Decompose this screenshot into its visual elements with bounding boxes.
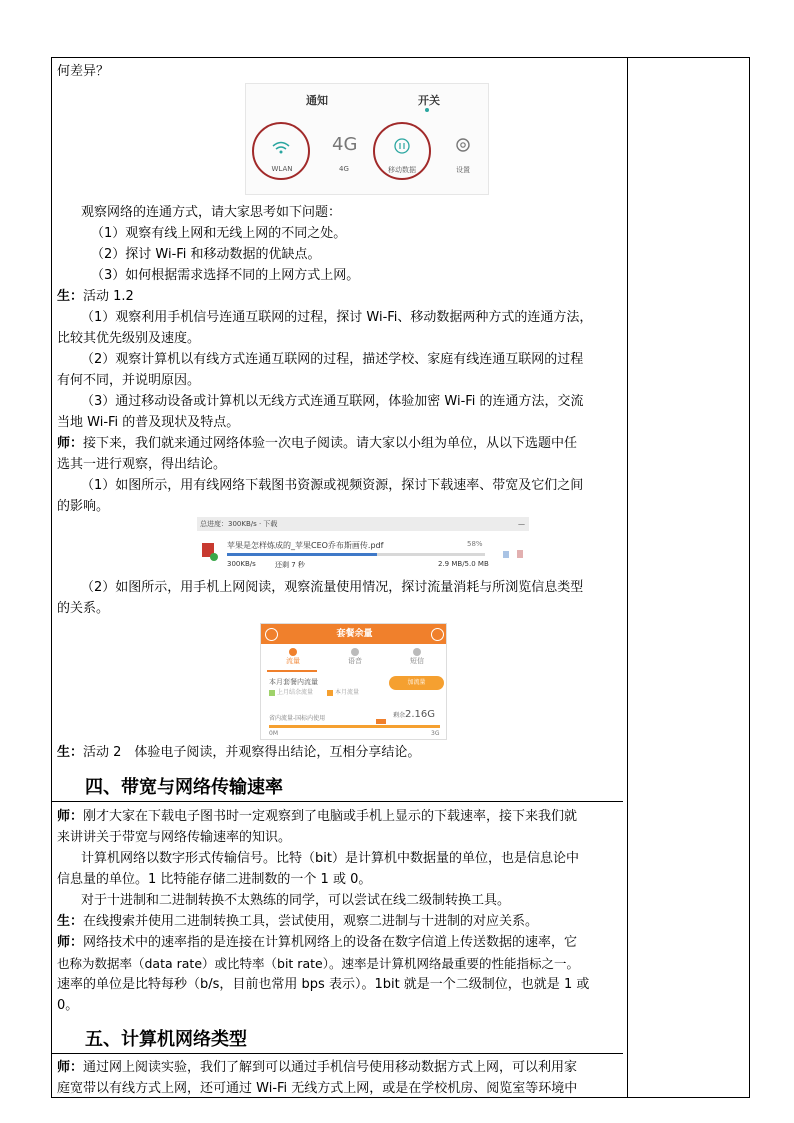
tab-sms-label: 短信 bbox=[410, 657, 424, 665]
add-traffic-button: 加流量 bbox=[389, 676, 444, 690]
4g-icon: 4G bbox=[332, 134, 358, 155]
total-progress-text: 总进度：300KB/s · 下载 bbox=[200, 520, 278, 528]
text-span: 在线搜索并使用二进制转换工具，尝试使用，观察二进制与十进制的对应关系。 bbox=[83, 914, 539, 929]
progress-fill bbox=[227, 553, 377, 556]
table-column-divider bbox=[627, 57, 628, 1098]
student-line bbox=[57, 287, 134, 307]
text-span: 活动 1.2 bbox=[83, 289, 134, 304]
close-icon: — bbox=[518, 520, 525, 528]
speaker-label: 师： bbox=[57, 1060, 84, 1075]
text-line: 何差异？ bbox=[57, 64, 110, 79]
month-package-label: 本月套餐内流量 bbox=[269, 678, 318, 686]
tab-voice bbox=[335, 648, 375, 666]
text-line: 也称为数据率（data rate）或比特率（bit rate）。速率是计算机网络最重要的性能指标之一。 bbox=[57, 956, 579, 971]
share-icon bbox=[431, 628, 444, 641]
active-tab-indicator bbox=[425, 108, 429, 112]
legend-swatch bbox=[269, 690, 275, 696]
tab-voice-label: 语音 bbox=[348, 657, 362, 665]
inner-traffic-label: 省内流量-国标内使用 bbox=[269, 715, 326, 722]
text-span: 活动 2 体验电子阅读，并观察得出结论，互相分享结论。 bbox=[83, 745, 421, 760]
legend-month-label: 本月流量 bbox=[335, 689, 360, 696]
mobile-traffic-figure bbox=[260, 623, 447, 740]
remaining-traffic bbox=[393, 709, 435, 720]
text-span: 网络技术中的速率指的是连接在计算机网络上的设备在数字信道上传送数据的速率，它 bbox=[83, 935, 578, 950]
speaker-label: 师： bbox=[57, 809, 84, 824]
active-tab-underline bbox=[267, 670, 317, 672]
time-remaining: 还剩 7 秒 bbox=[275, 561, 305, 569]
speaker-label: 生： bbox=[57, 745, 84, 760]
teacher-line bbox=[57, 933, 577, 953]
speaker-label: 生： bbox=[57, 289, 84, 304]
text-line: 对于十进制和二进制转换不太熟练的同学，可以尝试在线二级制转换工具。 bbox=[81, 893, 511, 908]
section-heading: 五、计算机网络类型 bbox=[85, 1029, 247, 1050]
tab-data bbox=[273, 648, 313, 666]
tab-sms bbox=[397, 648, 437, 666]
legend-month bbox=[327, 687, 359, 696]
text-line: （2）如图所示，用手机上网阅读，观察流量使用情况，探讨流量消耗与所浏览信息类型 bbox=[81, 580, 584, 595]
download-arrow-icon bbox=[210, 553, 218, 561]
traffic-usage-bar bbox=[269, 725, 440, 728]
text-line: 来讲讲关于带宽与网络传输速率的知识。 bbox=[57, 830, 292, 845]
speaker-label: 师： bbox=[57, 436, 84, 451]
text-span: 接下来，我们就来通过网络体验一次电子阅读。请大家以小组为单位，从以下选题中任 bbox=[83, 436, 578, 451]
microphone-icon bbox=[351, 648, 359, 656]
text-line: 速率的单位是比特每秒（b/s，目前也常用 bps 表示）。1bit 就是一个二级制位，也就是 1 或 bbox=[57, 977, 590, 992]
teacher-line bbox=[57, 1058, 577, 1078]
traffic-title: 套餐余量 bbox=[336, 629, 373, 639]
text-line: （3）通过移动设备或计算机以无线方式连通互联网，体验加密 Wi-Fi 的连通方法，交流 bbox=[81, 394, 584, 409]
text-line: 计算机网络以数字形式传输信号。比特（bit）是计算机中数据量的单位，也是信息论中 bbox=[81, 851, 579, 866]
text-line: 观察网络的连通方式，请大家思考如下问题： bbox=[81, 205, 342, 220]
download-speed: 300KB/s bbox=[227, 560, 256, 568]
text-line: 选其一进行观察，得出结论。 bbox=[57, 457, 227, 472]
text-span: 通过网上阅读实验，我们了解到可以通过手机信号使用移动数据方式上网，可以利用家 bbox=[83, 1060, 578, 1075]
text-line: 比较其优先级别及速度。 bbox=[57, 331, 201, 346]
pause-icon bbox=[503, 551, 509, 558]
settings-label: 设置 bbox=[456, 166, 470, 174]
teacher-line bbox=[57, 807, 577, 827]
text-line: 0。 bbox=[57, 998, 79, 1013]
text-line: （1）观察有线上网和无线上网的不同之处。 bbox=[91, 226, 347, 241]
table-row-divider bbox=[51, 1053, 623, 1054]
progress-bar bbox=[227, 553, 485, 556]
speaker-label: 生： bbox=[57, 914, 84, 929]
text-span: 刚才大家在下载电子图书时一定观察到了电脑或手机上显示的下载速率，接下来我们就 bbox=[83, 809, 578, 824]
text-line: （1）如图所示，用有线网络下载图书资源或视频资源，探讨下载速率、带宽及它们之间 bbox=[81, 478, 584, 493]
download-percent: 58% bbox=[467, 540, 483, 548]
text-line: 的影响。 bbox=[57, 499, 110, 514]
remaining-value: 2.16G bbox=[405, 709, 436, 720]
legend-swatch bbox=[327, 690, 333, 696]
cancel-icon bbox=[517, 550, 523, 558]
text-line: 当地 Wi-Fi 的普及现状及特点。 bbox=[57, 415, 240, 430]
text-line: 庭宽带以有线方式上网，还可通过 Wi-Fi 无线方式上网，或是在学校机房、阅览室等环境中 bbox=[57, 1081, 578, 1096]
section-heading: 四、带宽与网络传输速率 bbox=[85, 777, 283, 798]
remaining-label: 剩余 bbox=[393, 712, 406, 719]
scale-max: 3G bbox=[431, 730, 440, 737]
wifi-icon bbox=[289, 648, 297, 656]
usage-marker bbox=[376, 719, 386, 724]
student-line bbox=[57, 912, 538, 932]
scale-min: 0M bbox=[269, 730, 278, 737]
legend-used bbox=[269, 687, 313, 696]
text-line: 的关系。 bbox=[57, 601, 110, 616]
text-line: （1）观察利用手机信号连通互联网的过程，探讨 Wi-Fi、移动数据两种方式的连通方法， bbox=[81, 310, 593, 325]
phone-quick-settings-figure bbox=[245, 83, 489, 195]
4g-label: 4G bbox=[339, 165, 349, 173]
text-line: （2）观察计算机以有线方式连通互联网的过程，描述学校、家庭有线连通互联网的过程 bbox=[81, 352, 584, 367]
gear-icon bbox=[454, 136, 472, 154]
file-name: 苹果是怎样炼成的_苹果CEO乔布斯画传.pdf bbox=[227, 541, 384, 550]
traffic-header bbox=[261, 624, 447, 644]
tab-data-label: 流量 bbox=[286, 657, 300, 665]
traffic-tabs bbox=[261, 646, 447, 670]
text-line: （3）如何根据需求选择不同的上网方式上网。 bbox=[91, 268, 360, 283]
text-line: 信息量的单位。1 比特能存储二进制数的一个 1 或 0。 bbox=[57, 872, 372, 887]
legend-used-label: 上月结余流量 bbox=[277, 689, 314, 696]
text-line: （2）探讨 Wi-Fi 和移动数据的优缺点。 bbox=[91, 247, 321, 262]
download-size: 2.9 MB/5.0 MB bbox=[438, 560, 489, 568]
table-row-divider bbox=[51, 801, 623, 802]
text-line: 有何不同，并说明原因。 bbox=[57, 373, 201, 388]
speaker-label: 师： bbox=[57, 935, 84, 950]
teacher-line bbox=[57, 434, 577, 454]
student-line bbox=[57, 743, 420, 763]
wlan-label: WLAN bbox=[271, 165, 293, 173]
tab-switch: 开关 bbox=[418, 94, 440, 107]
tab-notify: 通知 bbox=[306, 94, 328, 107]
download-header bbox=[197, 517, 529, 531]
back-icon bbox=[265, 628, 278, 641]
mobile-data-label: 移动数据 bbox=[388, 166, 416, 174]
message-icon bbox=[413, 648, 421, 656]
download-progress-figure bbox=[197, 517, 529, 573]
